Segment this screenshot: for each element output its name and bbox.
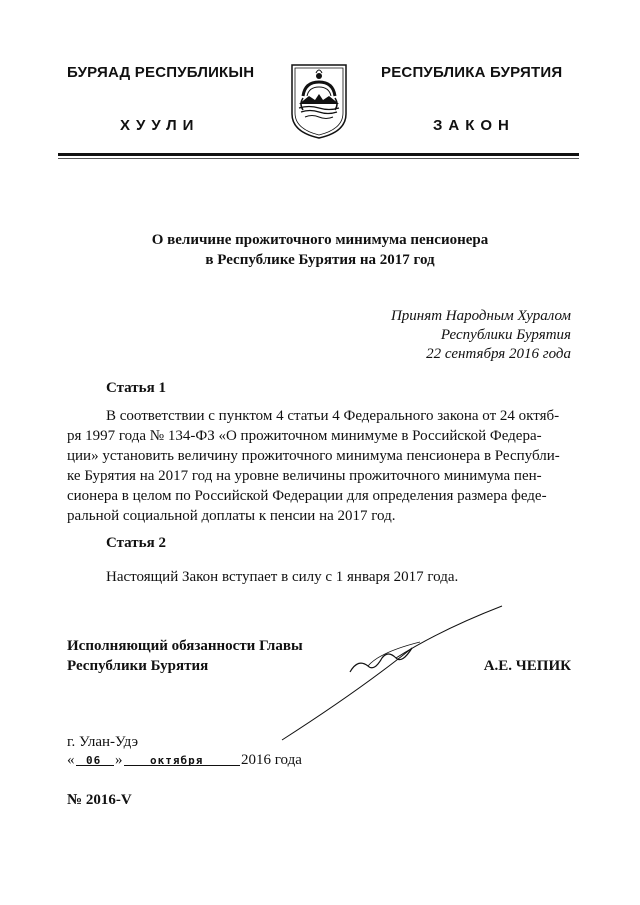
coat-of-arms-icon <box>289 62 349 140</box>
adopted-line2: Республики Бурятия <box>440 327 571 343</box>
signatory-position-line2: Республики Бурятия <box>67 658 209 674</box>
article1-line: В соответствии с пунктом 4 статьи 4 Федерального закона от 24 октяб- <box>106 408 560 424</box>
law-number: № 2016-V <box>67 792 132 808</box>
header-divider-thin <box>58 158 579 159</box>
article2-text: Настоящий Закон вступает в силу с 1 января 2017 года. <box>106 569 459 585</box>
article1-line: ря 1997 года № 134-ФЗ «О прожиточном минимуме в Российской Федера- <box>67 428 542 444</box>
date-quote-close: » <box>115 752 123 768</box>
city: г. Улан-Удэ <box>67 734 139 750</box>
article1-line: ке Бурятия на 2017 год на уровне величины прожиточного минимума пен- <box>67 468 542 484</box>
signatory-name: А.Е. ЧЕПИК <box>483 658 571 674</box>
article1-line: ции» установить величину прожиточного минимума пенсионера в Республи- <box>67 448 560 464</box>
article1-heading: Статья 1 <box>106 380 166 396</box>
article1-line: ральной социальной доплаты к пенсии на 2017 год. <box>67 508 396 524</box>
handwritten-signature <box>240 600 510 750</box>
law-title-line1: О величине прожиточного минимума пенсионера <box>151 232 489 248</box>
header-divider-thick <box>58 153 579 156</box>
adopted-line1: Принят Народным Хуралом <box>390 308 571 324</box>
header-left-top: БУРЯАД РЕСПУБЛИКЫН <box>67 64 255 81</box>
article2-heading: Статья 2 <box>106 535 166 551</box>
signatory-position-line1: Исполняющий обязанности Главы <box>67 638 303 654</box>
header-left-bottom: ХУУЛИ <box>120 117 200 134</box>
header-right-top: РЕСПУБЛИКА БУРЯТИЯ <box>381 64 563 81</box>
header-right-bottom: ЗАКОН <box>433 117 515 134</box>
law-title-line2: в Республике Бурятия на 2017 год <box>205 252 435 268</box>
date-year: 2016 года <box>241 752 302 768</box>
adopted-line3: 22 сентября 2016 года <box>426 346 571 362</box>
date-quote-open: « <box>67 752 75 768</box>
date-day: 06 <box>86 754 102 767</box>
date-month: октября <box>150 754 204 767</box>
article1-line: сионера в целом по Российской Федерации для определения размера феде- <box>67 488 547 504</box>
